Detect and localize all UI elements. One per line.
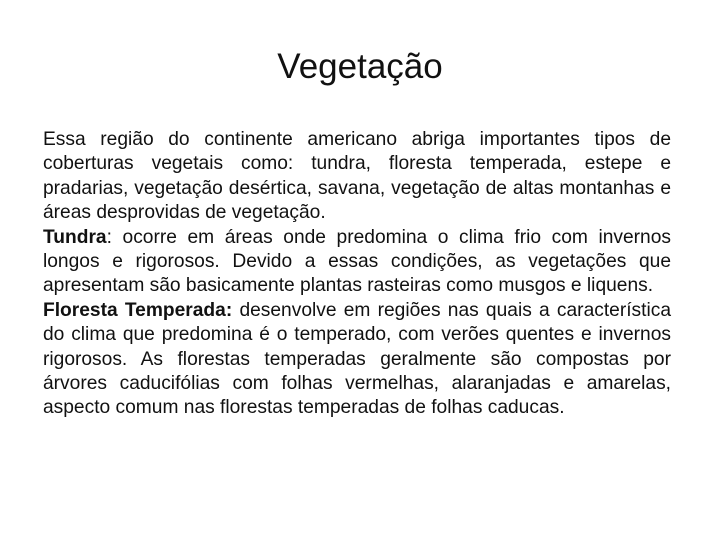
temperate-forest-paragraph (43, 299, 671, 421)
intro-paragraph: Essa região do continente americano abriga importantes tipos de coberturas vegetais como: tundra, floresta temperada, estepe e pradarias, vegetação desértica, savana, vegetação de altas montanhas e áreas desprovidas de vegetação. (43, 129, 671, 224)
temperate-forest-description: desenvolve em regiões nas quais a característica do clima que predomina é o temperado, com verões quentes e invernos rigorosos. As florestas temperadas geralmente são compostas por árvores caducifólias com folhas vermelhas, alaranjadas e amarelas, aspecto comum nas florestas temperadas de folhas caducas. (43, 299, 672, 419)
tundra-paragraph (43, 226, 671, 299)
temperate-forest-term: Floresta Temperada: (43, 299, 233, 321)
slide-body (43, 128, 671, 421)
tundra-term: Tundra (43, 226, 107, 248)
tundra-description: : ocorre em áreas onde predomina o clima frio com invernos longos e rigorosos. Devido a essas condições, as vegetações que apresentam são basicamente plantas rasteiras como musgos e liquens. (43, 226, 671, 297)
slide-title: Vegetação (277, 47, 443, 86)
